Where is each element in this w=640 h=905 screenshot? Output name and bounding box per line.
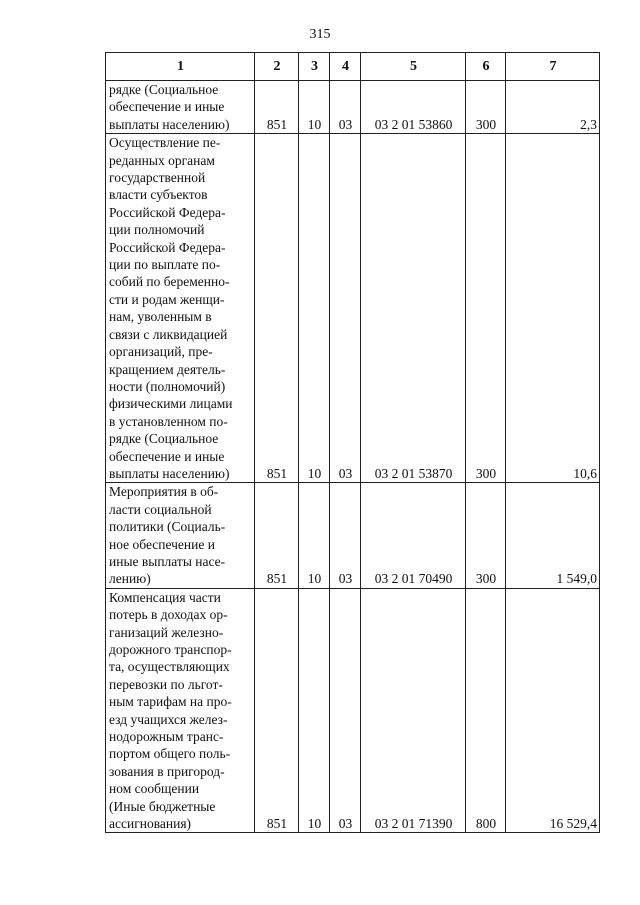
row-col3: 10	[299, 588, 330, 833]
row-description: Мероприятия в об- ласти социальной политики (Социаль- ное обеспечение и иные выплаты насе- лению)	[106, 483, 255, 588]
table-row	[106, 483, 600, 588]
row-col5: 03 2 01 53870	[361, 134, 466, 483]
table-header-row	[106, 53, 600, 81]
table-row	[106, 81, 600, 134]
row-col4: 03	[330, 483, 361, 588]
row-col4: 03	[330, 134, 361, 483]
table-row	[106, 588, 600, 833]
row-col5: 03 2 01 53860	[361, 81, 466, 134]
header-col-7: 7	[506, 53, 600, 81]
row-col6: 300	[466, 134, 506, 483]
row-col6: 800	[466, 588, 506, 833]
row-col7: 2,3	[506, 81, 600, 134]
row-col7: 1 549,0	[506, 483, 600, 588]
row-col2: 851	[255, 134, 299, 483]
row-col5: 03 2 01 70490	[361, 483, 466, 588]
row-col3: 10	[299, 483, 330, 588]
header-col-4: 4	[330, 53, 361, 81]
row-col7: 16 529,4	[506, 588, 600, 833]
row-col4: 03	[330, 81, 361, 134]
row-col2: 851	[255, 81, 299, 134]
budget-table	[105, 52, 600, 833]
row-col6: 300	[466, 483, 506, 588]
row-col6: 300	[466, 81, 506, 134]
row-col2: 851	[255, 483, 299, 588]
row-col3: 10	[299, 81, 330, 134]
table-row	[106, 134, 600, 483]
row-description: рядке (Социальное обеспечение и иные выплаты населению)	[106, 81, 255, 134]
row-col2: 851	[255, 588, 299, 833]
row-col3: 10	[299, 134, 330, 483]
header-col-3: 3	[299, 53, 330, 81]
header-col-1: 1	[106, 53, 255, 81]
row-col7: 10,6	[506, 134, 600, 483]
row-col5: 03 2 01 71390	[361, 588, 466, 833]
row-description: Компенсация части потерь в доходах ор- ганизаций железно- дорожного транспор- та, осуществляющих перевозки по льгот- ным тарифам на про- езд учащихся желез- нодорожным транс- портом общего поль- зования в пригород- ном сообщении (Иные бюджетные ассигнования)	[106, 588, 255, 833]
header-col-2: 2	[255, 53, 299, 81]
page-number: 315	[309, 27, 331, 42]
row-col4: 03	[330, 588, 361, 833]
row-description: Осуществление пе- реданных органам государственной власти субъектов Российской Федера- ции полномочий Российской Федера- ции по выплате по- собий по беременно- сти и родам женщи- нам, уволенным в связи с ликвидацией организаций, пре- кращением деятель- ности (полномочий) физическими лицами в установленном по- рядке (Социальное обеспечение и иные выплаты населению)	[106, 134, 255, 483]
header-col-5: 5	[361, 53, 466, 81]
header-col-6: 6	[466, 53, 506, 81]
